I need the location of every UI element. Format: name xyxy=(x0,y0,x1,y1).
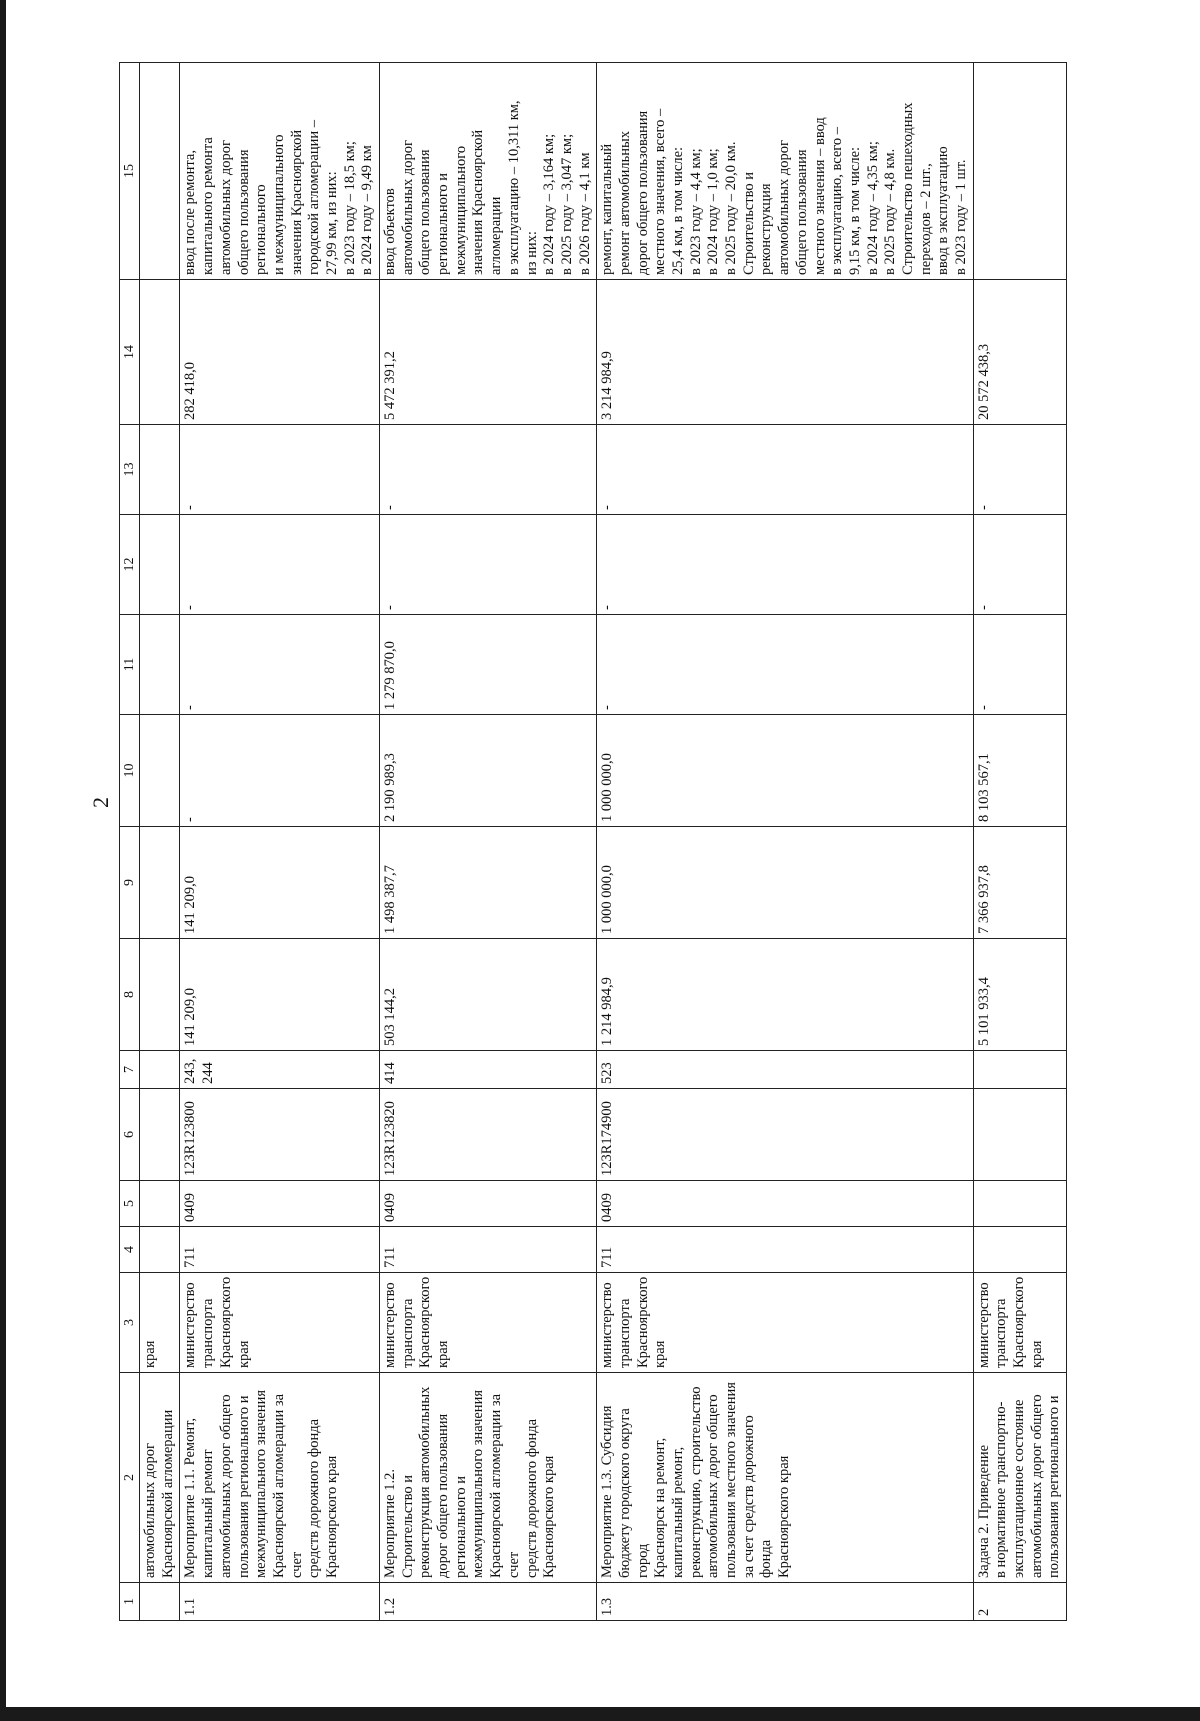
text-line: в 2025 году – 3,047 км; xyxy=(558,133,575,275)
text-line: Красноярской агломерации за счет xyxy=(270,1393,305,1578)
text-line: общего пользования xyxy=(235,149,252,275)
program-table xyxy=(119,62,1067,1621)
table-cell xyxy=(140,1583,180,1621)
header-cell: 7 xyxy=(120,1051,140,1089)
text-line: 27,99 км, из них: xyxy=(323,171,340,275)
amount-col-11: - xyxy=(973,615,1066,715)
text-line: в эксплуатацию, всего – xyxy=(829,126,846,275)
amount-col-8: 503 144,2 xyxy=(380,939,597,1051)
text-line: Мероприятие 1.1. Ремонт, xyxy=(182,1418,199,1578)
total-amount: 20 572 438,3 xyxy=(973,280,1066,425)
text-line: в эксплуатацию – 10,311 км, xyxy=(505,100,522,275)
table-cell xyxy=(140,615,180,715)
table-cell xyxy=(140,827,180,939)
text-line: 9,15 км, в том числе: xyxy=(846,146,863,275)
activity-name xyxy=(597,1373,973,1583)
row-number: 1.1 xyxy=(180,1583,380,1621)
amount-col-12: - xyxy=(597,515,973,615)
text-line: капитальный ремонт, xyxy=(670,1446,687,1578)
amount-col-10: 1 000 000,0 xyxy=(597,715,973,827)
text-line: средств дорожного фонда xyxy=(306,1418,323,1578)
vr-code xyxy=(180,1051,380,1089)
text-line: средств дорожного фонда xyxy=(523,1418,540,1578)
text-line: в 2025 году – 4,8 км. xyxy=(882,148,899,275)
text-line: в 2024 году – 1,0 км; xyxy=(705,148,722,275)
amount-col-9: 1 498 387,7 xyxy=(380,827,597,939)
text-line: пользования регионального и xyxy=(1046,1395,1063,1578)
continuation-executor: края xyxy=(140,1273,180,1373)
text-line: регионального и xyxy=(435,172,452,275)
amount-col-13: - xyxy=(180,425,380,515)
text-line: транспорта xyxy=(200,1298,217,1368)
text-line: в 2026 году – 4,1 км xyxy=(576,152,593,275)
text-line: министерство xyxy=(975,1282,992,1368)
text-line: пользования местного значения xyxy=(723,1382,740,1578)
text-line: 414 xyxy=(382,1062,399,1084)
header-cell: 1 xyxy=(120,1583,140,1621)
text-line: значения Красноярской xyxy=(288,129,305,275)
table-row xyxy=(973,63,1066,1621)
text-line: транспорта xyxy=(993,1298,1010,1368)
text-line: капитального ремонта xyxy=(200,137,217,275)
header-cell: 5 xyxy=(120,1181,140,1227)
text-line: переходов – 2 шт., xyxy=(917,163,934,275)
text-line: министерство xyxy=(382,1282,399,1368)
text-line: межмуниципального xyxy=(452,145,469,275)
text-line: в 2024 году – 3,164 км; xyxy=(541,133,558,275)
expected-result xyxy=(973,63,1066,280)
text-line: Красноярского края xyxy=(776,1455,793,1578)
table-row xyxy=(180,63,380,1621)
text-line: 25,4 км, в том числе: xyxy=(670,146,687,275)
text-line: автомобильных дорог xyxy=(776,140,793,275)
rzpr-code: 0409 xyxy=(597,1181,973,1227)
text-line: края xyxy=(435,1340,452,1368)
activity-name xyxy=(180,1373,380,1583)
text-line: регионального и xyxy=(452,1475,469,1578)
text-line: Строительство пешеходных xyxy=(899,102,916,275)
header-cell: 11 xyxy=(120,615,140,715)
amount-col-13: - xyxy=(597,425,973,515)
text-line: межмуниципального значения xyxy=(470,1390,487,1578)
text-line: дорог общего пользования xyxy=(435,1413,452,1578)
total-amount: 5 472 391,2 xyxy=(380,280,597,425)
text-line: за счет средств дорожного фонда xyxy=(740,1415,775,1578)
text-line: в 2023 году – 1 шт. xyxy=(953,159,970,275)
text-line: в 2024 году – 4,35 км; xyxy=(864,141,881,275)
table-cell xyxy=(140,939,180,1051)
amount-col-9: 1 000 000,0 xyxy=(597,827,973,939)
csr-code xyxy=(973,1089,1066,1181)
text-line: ремонт автомобильных xyxy=(616,130,633,275)
header-cell: 2 xyxy=(120,1373,140,1583)
header-cell: 12 xyxy=(120,515,140,615)
text-line: Красноярского xyxy=(417,1276,434,1368)
text-line: ввод в эксплуатацию xyxy=(935,146,952,275)
row-number: 1.3 xyxy=(597,1583,973,1621)
text-line: бюджету городского округа город xyxy=(616,1408,651,1578)
text-line: 243, xyxy=(182,1058,199,1084)
executor-name xyxy=(973,1273,1066,1373)
amount-col-12: - xyxy=(973,515,1066,615)
text-line: транспорта xyxy=(399,1298,416,1368)
text-line: реконструкцию, строительство xyxy=(687,1386,704,1578)
amount-col-11: - xyxy=(180,615,380,715)
amount-col-13: - xyxy=(380,425,597,515)
amount-col-8: 5 101 933,4 xyxy=(973,939,1066,1051)
header-cell: 8 xyxy=(120,939,140,1051)
amount-col-10: 2 190 989,3 xyxy=(380,715,597,827)
text-line: министерство xyxy=(599,1282,616,1368)
header-cell: 4 xyxy=(120,1227,140,1273)
text-line: реконструкция xyxy=(758,183,775,275)
text-line: ввод объектов xyxy=(382,188,399,275)
row-number: 1.2 xyxy=(380,1583,597,1621)
amount-col-9: 7 366 937,8 xyxy=(973,827,1066,939)
header-cell: 13 xyxy=(120,425,140,515)
text-line: дорог общего пользования xyxy=(634,110,651,275)
executor-name xyxy=(380,1273,597,1373)
text-line: регионального xyxy=(253,184,270,275)
table-cell xyxy=(140,1051,180,1089)
text-line: Красноярского xyxy=(634,1276,651,1368)
text-line: автомобильных дорог общего xyxy=(1028,1394,1045,1578)
text-line: и межмуниципального xyxy=(270,134,287,275)
continuation-name xyxy=(140,1373,180,1583)
text-line: ввод после ремонта, xyxy=(182,150,199,275)
table-cell xyxy=(140,425,180,515)
rzpr-code xyxy=(973,1181,1066,1227)
scan-edge-left xyxy=(0,0,6,1721)
amount-col-11: 1 279 870,0 xyxy=(380,615,597,715)
vr-code xyxy=(597,1051,973,1089)
table-cell xyxy=(140,515,180,615)
total-amount: 282 418,0 xyxy=(180,280,380,425)
grbs-code: 711 xyxy=(597,1227,973,1273)
table-cell xyxy=(140,715,180,827)
table-cell xyxy=(140,280,180,425)
grbs-code: 711 xyxy=(380,1227,597,1273)
csr-code: 123R123800 xyxy=(180,1089,380,1181)
text-line: пользования регионального и xyxy=(235,1395,252,1578)
text-line: реконструкция автомобильных xyxy=(417,1386,434,1578)
text-line: агломерации xyxy=(488,196,505,275)
total-amount: 3 214 984,9 xyxy=(597,280,973,425)
text-line: транспорта xyxy=(616,1298,633,1368)
header-row xyxy=(120,63,140,1621)
header-cell: 15 xyxy=(120,63,140,280)
text-line: Задача 2. Приведение xyxy=(975,1444,992,1578)
text-line: в 2023 году – 4,4 км; xyxy=(687,148,704,275)
rzpr-code: 0409 xyxy=(180,1181,380,1227)
text-line: автомобильных дорог общего xyxy=(217,1394,234,1578)
text-line: Мероприятие 1.2. Строительство и xyxy=(382,1469,416,1578)
activity-name xyxy=(973,1373,1066,1583)
text-line: в 2025 году – 20,0 км. xyxy=(723,141,740,275)
text-line: в 2023 году – 18,5 км; xyxy=(341,141,358,275)
text-line: Красноярского xyxy=(1011,1276,1028,1368)
grbs-code: 711 xyxy=(180,1227,380,1273)
amount-col-13: - xyxy=(973,425,1066,515)
text-line: 523 xyxy=(599,1062,616,1084)
continuation-row xyxy=(140,63,180,1621)
table-row xyxy=(597,63,973,1621)
text-line: в нормативное транспортно- xyxy=(993,1401,1010,1578)
rotated-table-sheet xyxy=(119,67,1079,1621)
vr-code xyxy=(380,1051,597,1089)
amount-col-12: - xyxy=(180,515,380,615)
text-line: эксплуатационное состояние xyxy=(1011,1399,1028,1578)
table-cell xyxy=(140,1181,180,1227)
row-number: 2 xyxy=(973,1583,1066,1621)
text-line: местного значения, всего – xyxy=(652,108,669,275)
header-cell: 6 xyxy=(120,1089,140,1181)
amount-col-8: 1 214 984,9 xyxy=(597,939,973,1051)
text-line: из них: xyxy=(523,231,540,275)
expected-result xyxy=(380,63,597,280)
text-line: автомобильных дорог xyxy=(399,140,416,275)
text-line: автомобильных дорог xyxy=(217,140,234,275)
activity-name xyxy=(380,1373,597,1583)
text-line: Мероприятие 1.3. Субсидия xyxy=(599,1405,616,1578)
amount-col-12: - xyxy=(380,515,597,615)
executor-name xyxy=(180,1273,380,1373)
amount-col-10: 8 103 567,1 xyxy=(973,715,1066,827)
text-line: Красноярского края xyxy=(541,1455,558,1578)
text-line: Красноярск на ремонт, xyxy=(652,1437,669,1578)
text-line: городской агломерации – xyxy=(306,120,323,275)
text-line: автомобильных дорог xyxy=(142,1443,159,1578)
expected-result xyxy=(597,63,973,280)
text-line: края xyxy=(235,1340,252,1368)
scan-edge-bottom xyxy=(0,1707,1200,1721)
table-cell xyxy=(140,1227,180,1273)
table-row xyxy=(380,63,597,1621)
text-line: местного значения – ввод xyxy=(811,117,828,275)
text-line: Красноярской агломерации xyxy=(159,1409,176,1578)
text-line: Красноярской агломерации за счет xyxy=(488,1393,522,1578)
expected-result xyxy=(180,63,380,280)
csr-code: 123R174900 xyxy=(597,1089,973,1181)
text-line: общего пользования xyxy=(417,149,434,275)
text-line: края xyxy=(652,1340,669,1368)
amount-col-9: 141 209,0 xyxy=(180,827,380,939)
text-line: Красноярского xyxy=(217,1276,234,1368)
header-cell: 14 xyxy=(120,280,140,425)
text-line: 244 xyxy=(200,1062,217,1084)
header-cell: 3 xyxy=(120,1273,140,1373)
vr-code xyxy=(973,1051,1066,1089)
text-line: межмуниципального значения xyxy=(253,1390,270,1578)
text-line: министерство xyxy=(182,1282,199,1368)
text-line: в 2024 году – 9,49 км xyxy=(359,145,376,275)
text-line: Красноярского края xyxy=(323,1455,340,1578)
rzpr-code: 0409 xyxy=(380,1181,597,1227)
text-line: Строительство и xyxy=(740,171,757,275)
text-line: общего пользования xyxy=(793,149,810,275)
grbs-code xyxy=(973,1227,1066,1273)
header-cell: 10 xyxy=(120,715,140,827)
text-line: автомобильных дорог общего xyxy=(705,1394,722,1578)
text-line: значения Красноярской xyxy=(470,129,487,275)
table-cell xyxy=(140,63,180,280)
text-line: края xyxy=(1028,1340,1045,1368)
text-line: ремонт, капитальный xyxy=(599,143,616,275)
amount-col-10: - xyxy=(180,715,380,827)
text-line: капитальный ремонт xyxy=(200,1449,217,1578)
executor-name xyxy=(597,1273,973,1373)
csr-code: 123R123820 xyxy=(380,1089,597,1181)
amount-col-8: 141 209,0 xyxy=(180,939,380,1051)
page-number: 2 xyxy=(88,797,113,808)
table-cell xyxy=(140,1089,180,1181)
header-cell: 9 xyxy=(120,827,140,939)
amount-col-11: - xyxy=(597,615,973,715)
